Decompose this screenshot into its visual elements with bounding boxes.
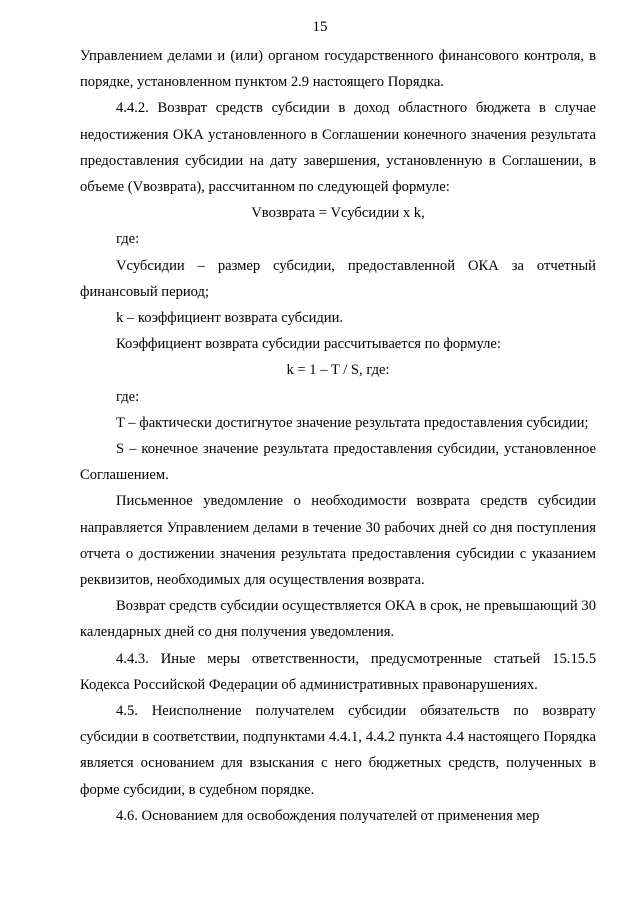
definition-k: k – коэффициент возврата субсидии. — [116, 310, 344, 327]
where-label-2: где: — [116, 388, 140, 405]
coefficient-intro: Коэффициент возврата субсидии рассчитывается по формуле: — [116, 336, 501, 353]
paragraph-4-4-2: 4.4.2. Возврат средств субсидии в доход областного бюджета в случае недостижения ОКА установленного в Соглашении конечного значения результата предоставления субсидии на дату завершения, установленную в Соглашении, в объеме (Vвозврата), рассчитанном по следующей формуле: — [80, 100, 596, 196]
paragraph-4-6: 4.6. Основанием для освобождения получателей от применения мер — [116, 807, 540, 824]
where-label: где: — [116, 231, 140, 248]
paragraph-return-term: Возврат средств субсидии осуществляется ОКА в срок, не превышающий 30 календарных дней со дня получения уведомления. — [80, 598, 596, 641]
formula-k: k = 1 – T / S, где: — [286, 362, 390, 379]
formula-v-return: Vвозврата = Vсубсидии x k, — [251, 205, 425, 222]
paragraph-notification: Письменное уведомление о необходимости возврата средств субсидии направляется Управлением делами в течение 30 рабочих дней со дня поступления отчета о достижении значения результата предоставления субсидии с указанием реквизитов, необходимых для осуществления возврата. — [80, 493, 596, 589]
definition-v-subsidy: Vсубсидии – размер субсидии, предоставленной ОКА за отчетный финансовый период; — [80, 257, 596, 300]
paragraph-4-4-3: 4.4.3. Иные меры ответственности, предусмотренные статьей 15.15.5 Кодекса Российской Федерации об административных правонарушениях. — [80, 650, 596, 693]
definition-s: S – конечное значение результата предоставления субсидии, установленное Соглашением. — [80, 441, 596, 484]
page-number: 15 — [312, 19, 328, 35]
paragraph-4-5: 4.5. Неисполнение получателем субсидии обязательств по возврату субсидии в соответствии, подпунктами 4.4.1, 4.4.2 пункта 4.4 настоящего Порядка является основанием для взыскания с него бюджетных средств, полученных в форме субсидии, в судебном порядке. — [80, 703, 596, 798]
document-body — [80, 43, 596, 829]
definition-t: T – фактически достигнутое значение результата предоставления субсидии; — [116, 414, 589, 431]
paragraph-continuation: Управлением делами и (или) органом государственного финансового контроля, в порядке, установленном пунктом 2.9 настоящего Порядка. — [80, 48, 596, 91]
